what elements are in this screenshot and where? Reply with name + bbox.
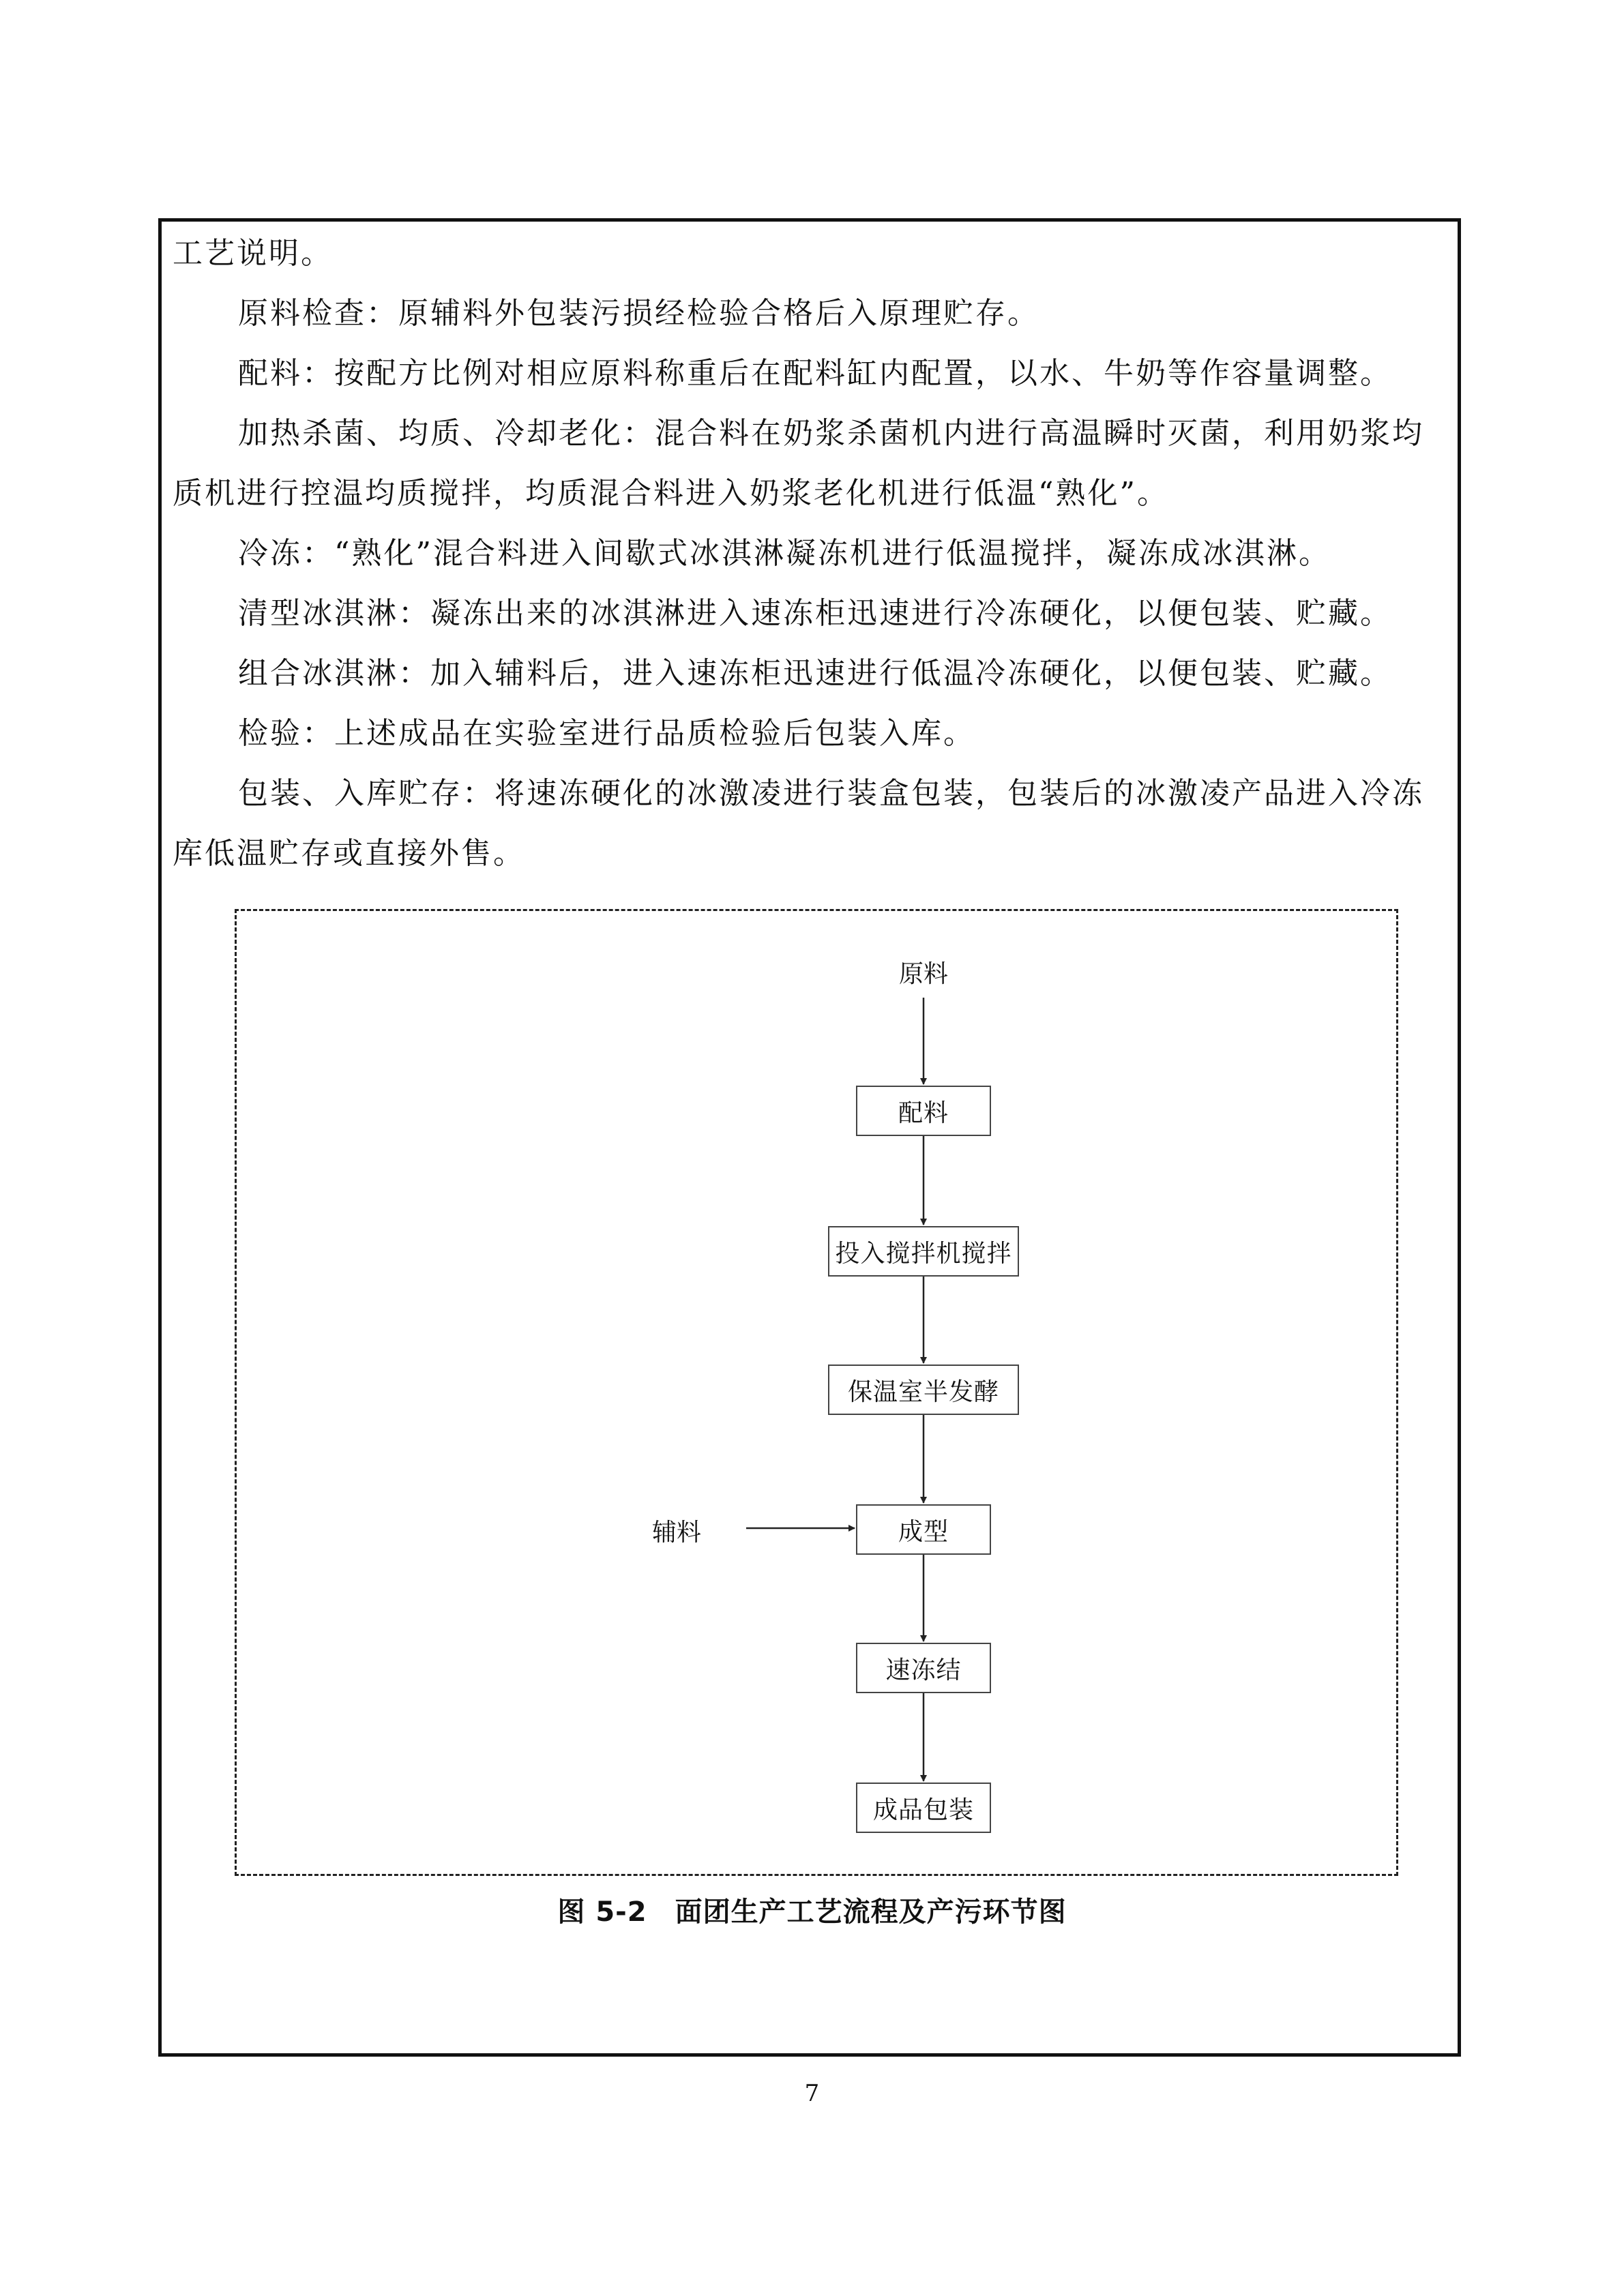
figure-caption: 图 5-2 面团生产工艺流程及产污环节图 <box>557 1896 1067 1928</box>
flow-step-final-packaging: 成品包装 <box>856 1783 991 1833</box>
paragraph-plain-icecream: 清型冰淇淋：凝冻出来的冰淇淋进入速冻柜迅速进行冷冻硬化，以便包装、贮藏。 <box>238 596 1392 631</box>
flow-start-label: 原料 <box>898 960 948 988</box>
flow-side-input-label: 辅料 <box>651 1519 701 1547</box>
paragraph-packaging-line1: 包装、入库贮存：将速冻硬化的冰激凌进行装盒包装，包装后的冰激凌产品进入冷冻 <box>238 776 1424 811</box>
flow-step-quick-freeze: 速冻结 <box>856 1643 991 1693</box>
paragraph-inspection: 检验：上述成品在实验室进行品质检验后包装入库。 <box>238 716 975 751</box>
flow-step-forming: 成型 <box>856 1504 991 1555</box>
process-flow-diagram <box>235 909 1398 1876</box>
flow-step-batching: 配料 <box>856 1086 991 1136</box>
paragraph-freezing: 冷冻：“熟化”混合料进入间歇式冰淇淋凝冻机进行低温搅拌，凝冻成冰淇淋。 <box>238 536 1331 571</box>
flow-step-mixer: 投入搅拌机搅拌 <box>828 1226 1019 1277</box>
paragraph-raw-material-check: 原料检查：原辅料外包装污损经检验合格后入原理贮存。 <box>238 296 1039 331</box>
flow-arrows <box>237 911 1400 1878</box>
page-number: 7 <box>804 2080 820 2107</box>
paragraph-combined-icecream: 组合冰淇淋：加入辅料后，进入速冻柜迅速进行低温冷冻硬化，以便包装、贮藏。 <box>238 656 1392 691</box>
paragraph-packaging-line2: 库低温贮存或直接外售。 <box>173 836 525 871</box>
flow-step-fermentation: 保温室半发酵 <box>828 1365 1019 1415</box>
paragraph-sterilization-line1: 加热杀菌、均质、冷却老化：混合料在奶浆杀菌机内进行高温瞬时灭菌，利用奶浆均 <box>238 416 1424 451</box>
paragraph-sterilization-line2: 质机进行控温均质搅拌，均质混合料进入奶浆老化机进行低温“熟化”。 <box>173 476 1169 511</box>
paragraph-intro: 工艺说明。 <box>173 236 333 271</box>
paragraph-batching: 配料：按配方比例对相应原料称重后在配料缸内配置，以水、牛奶等作容量调整。 <box>238 356 1392 391</box>
